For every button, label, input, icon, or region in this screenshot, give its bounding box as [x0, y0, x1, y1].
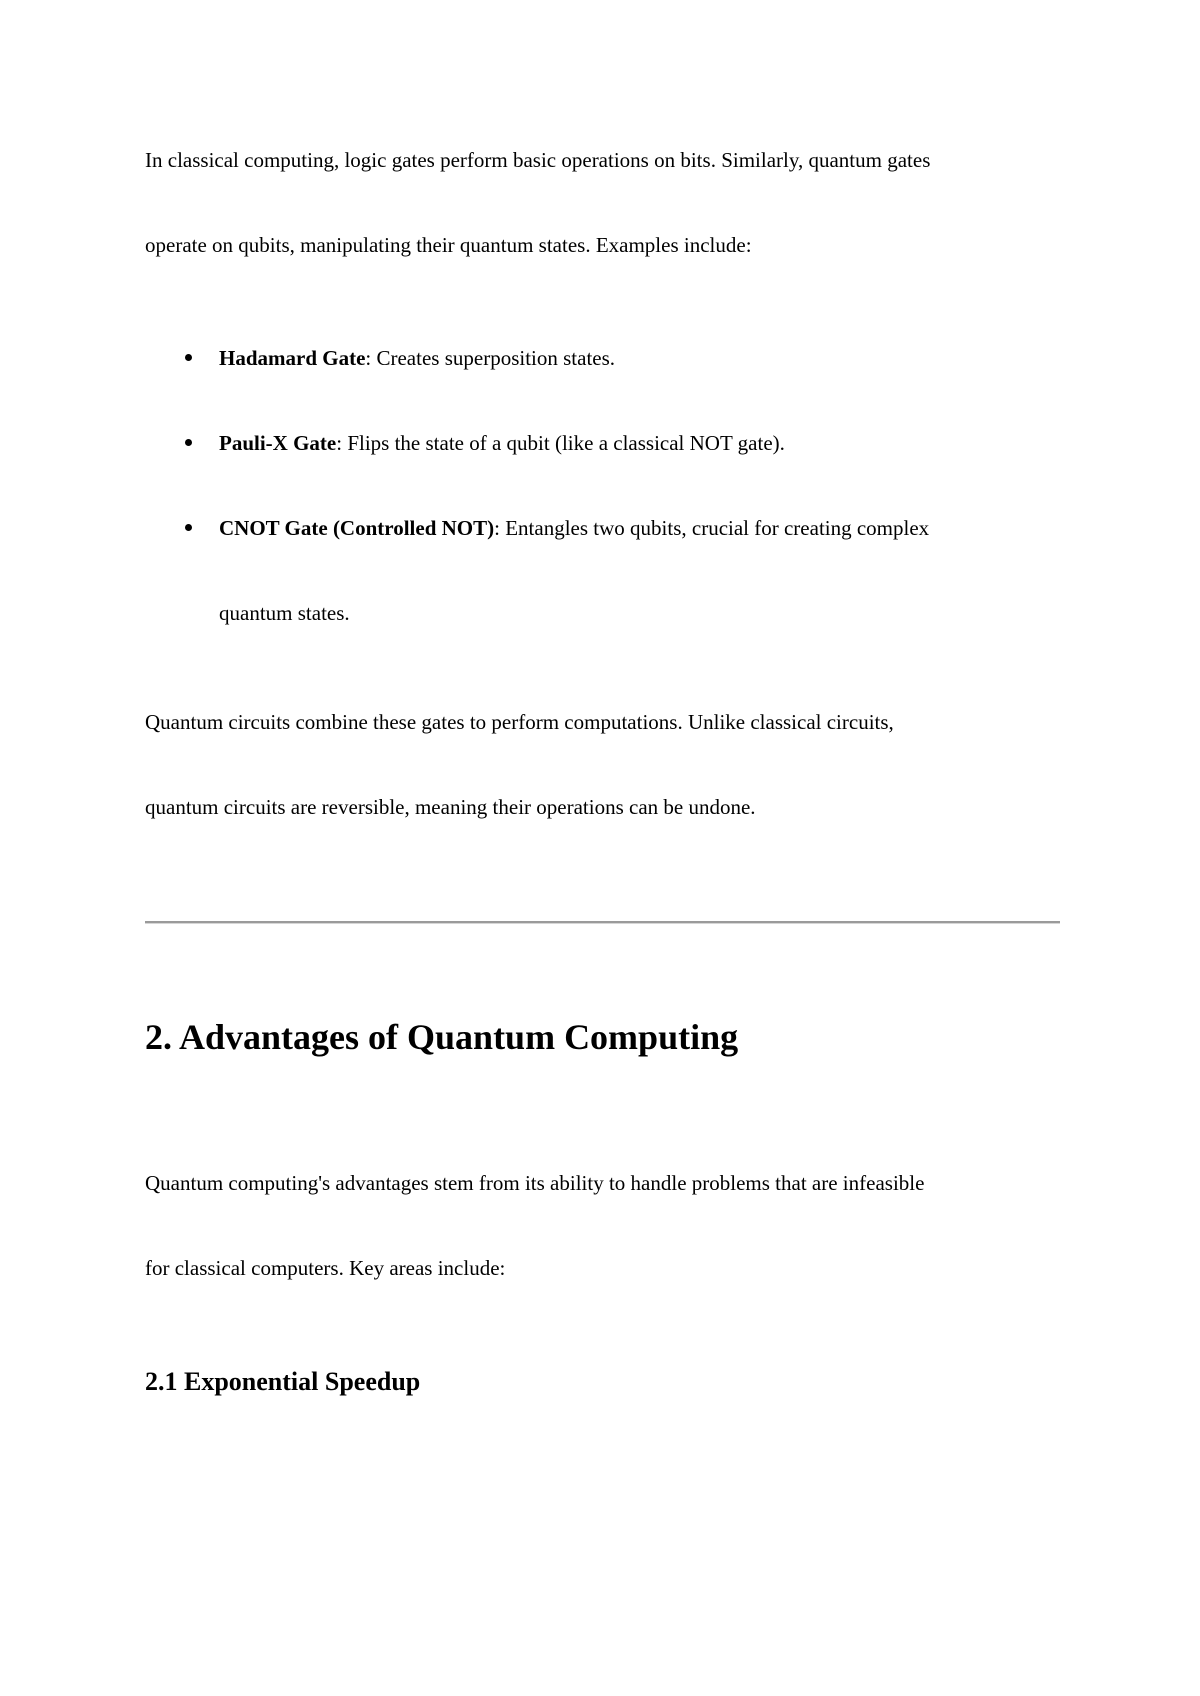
intro-line-1: In classical computing, logic gates perform basic operations on bits. Similarly, quantum gates	[145, 148, 931, 172]
horizontal-divider	[145, 921, 1060, 924]
bullet-icon	[185, 354, 192, 361]
gate-description-continued: quantum states.	[219, 601, 350, 625]
list-item-hadamard	[145, 316, 1060, 401]
list-item-cnot	[145, 486, 1060, 656]
gate-name: CNOT Gate (Controlled NOT)	[219, 516, 495, 540]
section-heading: 2. Advantages of Quantum Computing	[145, 1017, 739, 1057]
circuits-line-2: quantum circuits are reversible, meaning their operations can be undone.	[145, 795, 756, 819]
gate-name: Hadamard Gate	[219, 346, 366, 370]
bullet-icon	[185, 524, 192, 531]
gate-description: : Flips the state of a qubit (like a classical NOT gate).	[336, 431, 785, 455]
intro-line-2: operate on qubits, manipulating their quantum states. Examples include:	[145, 233, 752, 257]
gate-description: : Creates superposition states.	[365, 346, 616, 370]
gate-name: Pauli-X Gate	[219, 431, 337, 455]
gate-description: : Entangles two qubits, crucial for creating complex	[494, 516, 930, 540]
list-item-pauli-x	[145, 401, 1060, 486]
section-intro-line-1: Quantum computing's advantages stem from its ability to handle problems that are infeasible	[145, 1171, 925, 1195]
section-intro-line-2: for classical computers. Key areas include:	[145, 1256, 506, 1280]
circuits-line-1: Quantum circuits combine these gates to perform computations. Unlike classical circuits,	[145, 710, 894, 734]
subsection-heading: 2.1 Exponential Speedup	[145, 1367, 421, 1396]
gates-list	[145, 316, 1060, 656]
bullet-icon	[185, 439, 192, 446]
